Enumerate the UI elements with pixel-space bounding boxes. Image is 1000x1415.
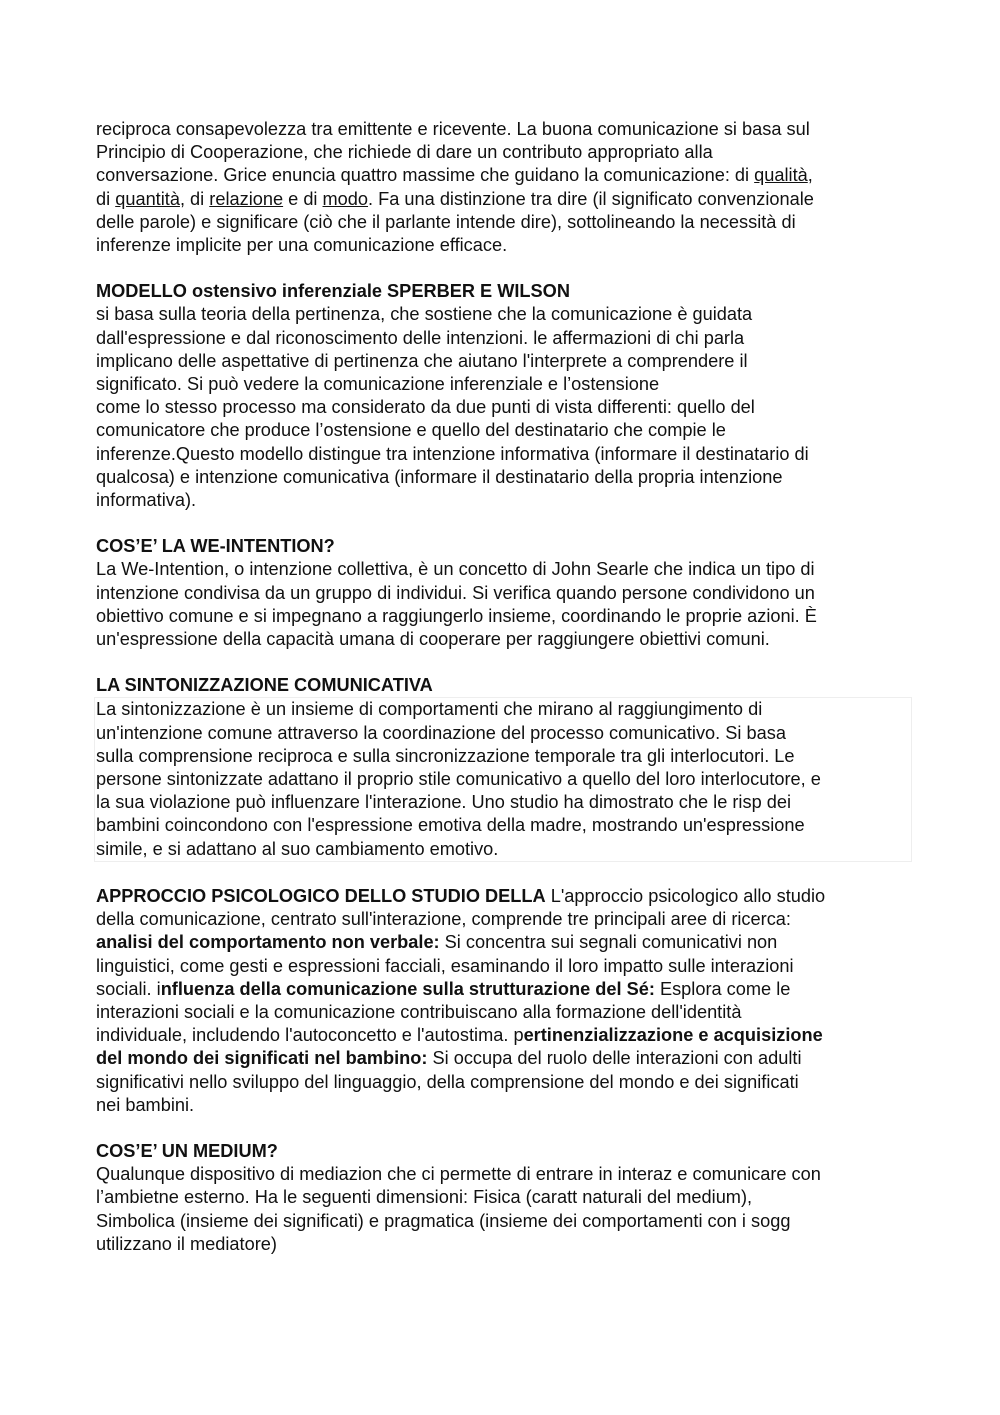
text-span: Si occupa del ruolo delle interazioni con adulti — [427, 1048, 802, 1069]
text-line: linguistici, come gesti e espressioni facciali, esaminando il loro impatto sulle interazioni — [96, 955, 794, 976]
section-heading: MODELLO ostensivo inferenziale SPERBER E WILSON — [96, 281, 570, 302]
text-span: . Fa una distinzione tra dire (il significato convenzionale — [368, 188, 814, 209]
text-span: Esplora come le — [654, 978, 791, 999]
text-line — [96, 1024, 912, 1047]
section-heading: COS’E’ UN MEDIUM? — [96, 1140, 278, 1161]
text-span: conversazione. Grice enuncia quattro massime che guidano la comunicazione: di — [96, 165, 755, 186]
text-line — [96, 931, 912, 954]
text-span: , di — [179, 188, 210, 209]
underlined-word-relazione: relazione — [209, 188, 284, 209]
text-line: un'intenzione comune attraverso la coordinazione del processo comunicativo. Si basa — [96, 722, 786, 743]
sintonizzazione-text-box — [94, 697, 912, 861]
underlined-word-qualita: qualità — [754, 165, 808, 186]
grice-paragraph — [96, 118, 912, 257]
we-intention-section — [96, 535, 912, 651]
text-line: bambini coincondono con l'espressione emotiva della madre, mostrando un'espressione — [96, 815, 805, 836]
section-heading: COS’E’ LA WE-INTENTION? — [96, 536, 335, 557]
text-span: , — [807, 165, 813, 186]
text-line: persone sintonizzate adattano il proprio stile comunicativo a quello del loro interlocutore, e — [96, 769, 821, 790]
text-line — [96, 885, 912, 908]
bold-term: del mondo dei significati nel bambino: — [96, 1048, 428, 1069]
text-span: di — [96, 188, 116, 209]
text-line: intenzione condivisa da un gruppo di individui. Si verifica quando persone condividono un — [96, 582, 815, 603]
text-span: e di — [283, 188, 323, 209]
text-line: come lo stesso processo ma considerato da due punti di vista differenti: quello del — [96, 397, 755, 418]
text-line: sulla comprensione reciproca e sulla sincronizzazione temporale tra gli interlocutori. Le — [96, 745, 795, 766]
text-line: un'espressione della capacità umana di cooperare per raggiungere obiettivi comuni. — [96, 629, 770, 650]
text-line: Principio di Cooperazione, che richiede di dare un contributo appropriato alla — [96, 142, 713, 163]
medium-section — [96, 1140, 912, 1256]
bold-term: analisi del comportamento non verbale: — [96, 932, 440, 953]
document-page — [96, 118, 912, 1256]
text-line: La We-Intention, o intenzione collettiva, è un concetto di John Searle che indica un tipo di — [96, 559, 815, 580]
text-line: informativa). — [96, 490, 197, 511]
text-line: significato. Si può vedere la comunicazione inferenziale e l’ostensione — [96, 374, 660, 395]
text-span: sociali. i — [96, 978, 161, 999]
section-heading: LA SINTONIZZAZIONE COMUNICATIVA — [96, 675, 433, 696]
text-line: implicano delle aspettative di pertinenza che aiutano l'interprete a comprendere il — [96, 350, 748, 371]
text-line — [96, 1047, 912, 1070]
text-line: si basa sulla teoria della pertinenza, che sostiene che la comunicazione è guidata — [96, 304, 753, 325]
text-line: Qualunque dispositivo di mediazion che ci permette di entrare in interaz e comunicare con — [96, 1164, 821, 1185]
text-span: L'approccio psicologico allo studio — [545, 885, 826, 906]
text-line — [96, 978, 912, 1001]
text-line: qualcosa) e intenzione comunicativa (informare il destinatario della propria intenzione — [96, 466, 783, 487]
text-line: inferenze.Questo modello distingue tra intenzione informativa (informare il destinatario di — [96, 443, 809, 464]
text-line: Simbolica (insieme dei significati) e pragmatica (insieme dei comportamenti con i sogg — [96, 1210, 791, 1231]
text-line: l’ambietne esterno. Ha le seguenti dimensioni: Fisica (caratt naturali del medium), — [96, 1187, 753, 1208]
text-line: la sua violazione può influenzare l'interazione. Uno studio ha dimostrato che le risp dei — [96, 792, 792, 813]
text-line: obiettivo comune e si impegnano a raggiungerlo insieme, coordinando le proprie azioni. È — [96, 605, 817, 626]
text-line: nei bambini. — [96, 1094, 195, 1115]
bold-term: ertinenzializzazione e acquisizione — [523, 1025, 823, 1046]
sintonizzazione-section — [96, 674, 912, 862]
underlined-word-modo: modo — [322, 188, 369, 209]
text-line — [96, 164, 912, 187]
text-line: dall'espressione e dal riconoscimento delle intenzioni. le affermazioni di chi parla — [96, 327, 745, 348]
underlined-word-quantita: quantità — [115, 188, 180, 209]
text-span: individuale, includendo l'autoconcetto e l'autostima. p — [96, 1025, 524, 1046]
text-line: delle parole) e significare (ciò che il parlante intende dire), sottolineando la necessità di — [96, 211, 796, 232]
section-heading: APPROCCIO PSICOLOGICO DELLO STUDIO DELLA — [96, 885, 546, 906]
approccio-psicologico-section — [96, 885, 912, 1117]
text-line: interazioni sociali e la comunicazione contribuiscano alla formazione dell'identità — [96, 1001, 742, 1022]
text-line: comunicatore che produce l’ostensione e quello del destinatario che compie le — [96, 420, 726, 441]
text-span: Si concentra sui segnali comunicativi non — [439, 932, 778, 953]
text-line: reciproca consapevolezza tra emittente e ricevente. La buona comunicazione si basa sul — [96, 119, 810, 139]
text-line: utilizzano il mediatore) — [96, 1233, 277, 1254]
text-line: inferenze implicite per una comunicazione efficace. — [96, 235, 508, 256]
text-line: La sintonizzazione è un insieme di comportamenti che mirano al raggiungimento di — [96, 699, 763, 720]
text-line — [96, 188, 912, 211]
bold-term: nfluenza della comunicazione sulla strutturazione del Sé: — [160, 978, 655, 999]
text-line: significativi nello sviluppo del linguaggio, della comprensione del mondo e dei significati — [96, 1071, 799, 1092]
sperber-wilson-section — [96, 280, 912, 512]
text-line: della comunicazione, centrato sull'interazione, comprende tre principali aree di ricerca: — [96, 909, 791, 930]
text-line: simile, e si adattano al suo cambiamento emotivo. — [96, 838, 499, 859]
